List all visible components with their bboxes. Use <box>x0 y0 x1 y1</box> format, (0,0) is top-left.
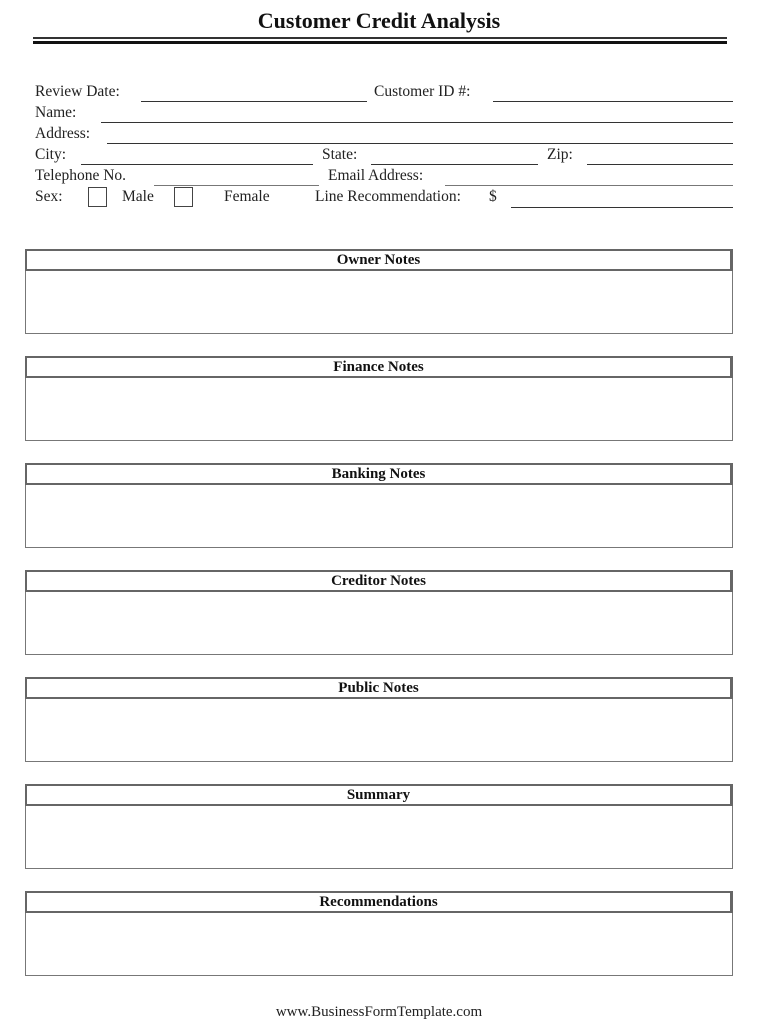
section-header: Finance Notes <box>25 356 733 378</box>
title-divider-thick <box>33 41 727 44</box>
address-label: Address: <box>35 125 91 142</box>
female-label: Female <box>224 188 270 205</box>
male-label: Male <box>122 188 154 205</box>
name-label: Name: <box>35 104 77 121</box>
zip-label: Zip: <box>547 146 573 163</box>
name-field[interactable] <box>101 122 733 123</box>
document-title: Customer Credit Analysis <box>257 8 501 33</box>
banking-notes-area[interactable] <box>26 485 732 547</box>
section-header: Owner Notes <box>25 249 733 271</box>
finance-notes-area[interactable] <box>26 378 732 440</box>
female-checkbox[interactable] <box>174 187 193 207</box>
section-header: Creditor Notes <box>25 570 733 592</box>
section-owner-notes <box>25 249 733 334</box>
title-divider-thin <box>33 37 727 39</box>
email-field[interactable] <box>445 185 733 186</box>
state-field[interactable] <box>371 164 538 165</box>
section-creditor-notes <box>25 570 733 655</box>
section-header: Recommendations <box>25 891 733 913</box>
recommendations-area[interactable] <box>26 913 732 975</box>
section-finance-notes <box>25 356 733 441</box>
section-public-notes <box>25 677 733 762</box>
sex-label: Sex: <box>35 188 63 205</box>
line-recommendation-field[interactable] <box>511 207 733 208</box>
section-recommendations <box>25 891 733 976</box>
owner-notes-area[interactable] <box>26 271 732 333</box>
public-notes-area[interactable] <box>26 699 732 761</box>
creditor-notes-area[interactable] <box>26 592 732 654</box>
section-header: Banking Notes <box>25 463 733 485</box>
customer-id-field[interactable] <box>493 101 733 102</box>
telephone-field[interactable] <box>154 185 319 186</box>
email-label: Email Address: <box>328 167 424 184</box>
review-date-label: Review Date: <box>35 83 120 100</box>
summary-area[interactable] <box>26 806 732 868</box>
zip-field[interactable] <box>587 164 733 165</box>
city-label: City: <box>35 146 67 163</box>
section-header: Public Notes <box>25 677 733 699</box>
telephone-label: Telephone No. <box>35 167 127 184</box>
line-recommendation-label: Line Recommendation: <box>315 188 461 205</box>
currency-symbol: $ <box>489 188 497 205</box>
city-field[interactable] <box>81 164 313 165</box>
footer-website: www.BusinessFormTemplate.com <box>275 1004 483 1020</box>
male-checkbox[interactable] <box>88 187 107 207</box>
review-date-field[interactable] <box>141 101 367 102</box>
section-header: Summary <box>25 784 733 806</box>
section-banking-notes <box>25 463 733 548</box>
address-field[interactable] <box>107 143 733 144</box>
section-summary <box>25 784 733 869</box>
customer-id-label: Customer ID #: <box>374 83 471 100</box>
state-label: State: <box>322 146 358 163</box>
